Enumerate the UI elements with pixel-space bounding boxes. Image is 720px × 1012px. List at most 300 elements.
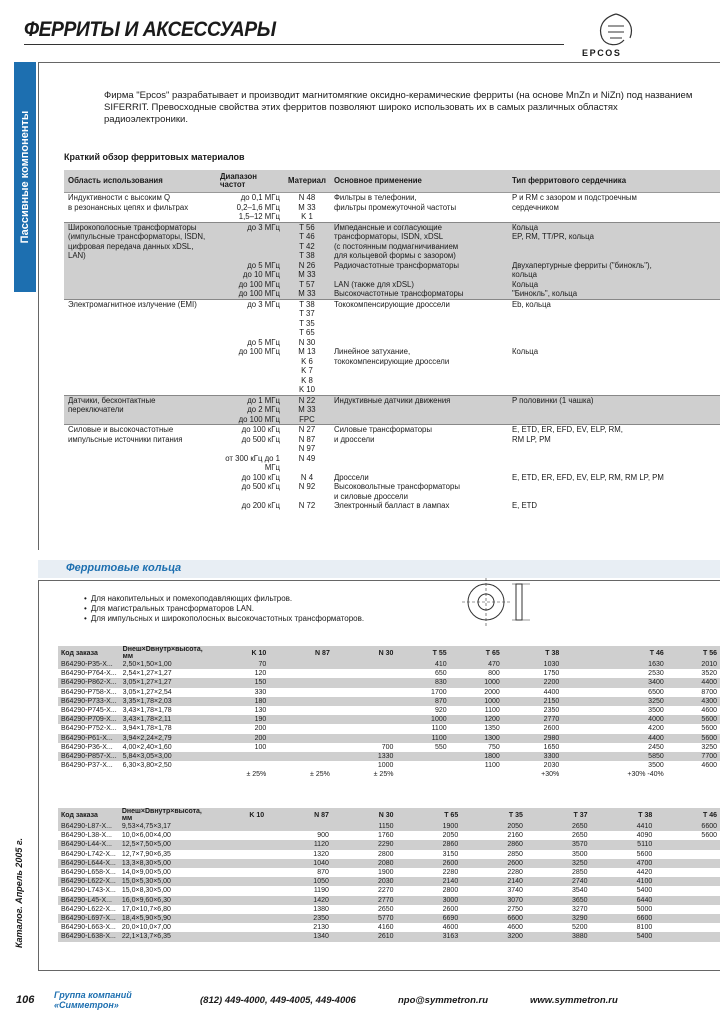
overview-cell-frequency <box>216 492 284 502</box>
overview-cell-frequency <box>216 319 284 329</box>
rings-table-2-cell: 2160 <box>507 832 523 840</box>
rings-table-1-cell: 1000 <box>450 678 503 687</box>
overview-cell-area <box>64 492 216 502</box>
overview-cell-frequency <box>216 309 284 319</box>
overview-cell-material: K 10 <box>298 385 315 394</box>
rings-table-2-cell: 4090 <box>636 832 653 840</box>
overview-row <box>64 425 720 435</box>
table-row <box>58 697 720 706</box>
rings-table-2-cell: 2050 <box>461 822 526 831</box>
overview-cell-core-type: RM LP, PM <box>511 434 551 444</box>
overview-row <box>64 222 720 232</box>
overview-row <box>64 319 720 329</box>
rings-table-1-cell <box>269 697 333 706</box>
rings-table-1-cell: 750 <box>488 743 500 751</box>
rings-table-2-cell: 2600 <box>461 859 526 868</box>
rings-table-2-cell: 2750 <box>507 905 523 913</box>
overview-cell-application <box>330 385 508 395</box>
rings-table-2-cell: 900 <box>317 832 329 840</box>
rings-table-1-cell: B64290-P36-X... <box>61 743 113 751</box>
rings-table-1-cell: 4600 <box>701 762 717 770</box>
overview-cell-area: переключатели <box>64 405 216 415</box>
rings-table-1-cell: 100 <box>254 743 267 751</box>
overview-cell-area <box>64 385 216 395</box>
overview-cell-area <box>64 328 216 338</box>
rings-table-1-cell: 2,54×1,27×1,27 <box>122 670 172 678</box>
overview-cell-application: и дроссели <box>333 434 375 444</box>
footer-email-link[interactable]: npo@symmetron.ru <box>398 995 489 1006</box>
overview-header-row <box>64 170 720 193</box>
rings-table-1-header-cell: N 30 <box>333 646 397 660</box>
rings-table-2-cell: 5600 <box>701 832 717 840</box>
overview-cell-frequency: до 5 МГц <box>216 261 284 271</box>
rings-table-2-cell: 1340 <box>267 932 332 941</box>
overview-row <box>64 347 720 357</box>
rings-table-2-cell: 5770 <box>332 914 397 923</box>
overview-cell-frequency <box>216 376 284 386</box>
overview-cell-core-type <box>508 328 720 338</box>
overview-cell-area <box>64 415 216 425</box>
rings-table-1-cell: 3,43×1,78×1,78 <box>122 707 172 715</box>
rings-table-1-cell: B64290-P857-X... <box>58 752 120 761</box>
rings-table-1-cell: 190 <box>206 715 270 724</box>
overview-cell-area: импульсные источники питания <box>68 434 183 444</box>
rings-table-1-cell: 4300 <box>667 697 720 706</box>
rings-table-1-cell: 1800 <box>450 752 503 761</box>
rings-table-1-cell: 3,05×1,27×2,54 <box>122 688 172 696</box>
rings-table-2-cell <box>205 831 267 840</box>
overview-cell-frequency: до 5 МГц <box>247 337 280 347</box>
rings-table-1-cell: 130 <box>254 707 267 715</box>
rings-table-2-cell: 6690 <box>397 914 462 923</box>
rings-table-1-cell <box>206 752 270 761</box>
rings-table-1-cell: 920 <box>434 707 447 715</box>
logo-text: EPCOS <box>582 48 622 58</box>
overview-cell-material: N 48 <box>284 193 330 203</box>
overview-cell-application: тококомпенсирующие дроссели <box>333 356 450 366</box>
overview-cell-application: LAN (также для xDSL) <box>330 280 508 290</box>
overview-cell-material: N 26 <box>284 261 330 271</box>
overview-cell-area <box>64 444 216 454</box>
rings-table-1-cell: 330 <box>254 688 267 696</box>
overview-cell-core-type: P половинки (1 чашка) <box>508 395 720 405</box>
rings-table-2-cell: 2270 <box>377 887 394 895</box>
overview-cell-area <box>64 270 216 280</box>
rings-table-2-cell: 2650 <box>571 832 588 840</box>
overview-cell-material: M 33 <box>298 202 316 212</box>
rings-table-2-cell <box>205 932 267 941</box>
rings-table-1-header-cell: K 10 <box>206 646 270 660</box>
rings-table-1-header <box>58 646 720 660</box>
overview-col-area: Область использования <box>64 170 216 193</box>
table-row <box>58 752 720 761</box>
rings-table-2-cell: 2860 <box>461 840 526 849</box>
rings-table-2-cell <box>655 859 720 868</box>
table-row <box>58 678 720 687</box>
rings-table-2-cell: 13,3×8,30×5,00 <box>119 859 205 868</box>
overview-row <box>64 376 720 386</box>
rings-table-2-cell: 2800 <box>377 850 394 858</box>
rings-table-2-body <box>58 822 720 942</box>
overview-cell-application: фильтры промежуточной частоты <box>333 202 457 212</box>
rings-table-2-cell: 10,0×6,00×4,00 <box>121 832 171 840</box>
rings-table-1-cell <box>269 706 333 715</box>
rings-table-2-cell: B64290-L743-X... <box>61 887 116 895</box>
page-number: 106 <box>16 994 35 1006</box>
rings-table-2-cell: 4410 <box>591 822 656 831</box>
rings-table-2-cell: 2650 <box>526 822 591 831</box>
rings-table-2-cell: 18,4×5,90×5,90 <box>119 914 205 923</box>
rings-table-2-cell <box>205 840 267 849</box>
overview-row <box>64 261 720 271</box>
rings-table-1-cell: 5600 <box>667 715 720 724</box>
rings-table-1-cell <box>269 761 333 770</box>
overview-row <box>64 203 720 213</box>
overview-cell-frequency: до 100 кГц <box>216 425 284 435</box>
rings-table-1-cell: 5850 <box>562 752 667 761</box>
overview-cell-application <box>330 405 508 415</box>
overview-cell-area <box>64 212 216 222</box>
overview-cell-material: N 22 <box>284 395 330 405</box>
rings-table-2-cell <box>655 896 720 905</box>
overview-cell-area: цифровая передача данных xDSL, <box>64 242 216 252</box>
overview-row <box>64 309 720 319</box>
rings-table-2-cell: 1320 <box>313 850 329 858</box>
rings-table-1-cell <box>333 688 397 697</box>
rings-table-2-cell: B64290-L622-X... <box>58 877 119 886</box>
overview-cell-material: M 33 <box>284 270 330 280</box>
table-row <box>58 896 720 905</box>
rings-table-2-cell: 3150 <box>442 850 459 858</box>
rings-table-1-cell: 3520 <box>701 670 717 678</box>
rings-table-1-header-cell: T 38 <box>503 646 562 660</box>
rings-table-2-cell: 4700 <box>591 859 656 868</box>
rings-table-2-cell: 2280 <box>507 869 523 877</box>
rings-table-2-cell <box>205 896 267 905</box>
overview-cell-core-type <box>508 242 720 252</box>
rings-table-2-cell: 4100 <box>591 877 656 886</box>
rings-table-2-cell <box>655 877 720 886</box>
overview-cell-material: T 57 <box>284 280 330 290</box>
table-row <box>58 877 720 886</box>
rings-table-2-cell: 4600 <box>442 924 459 932</box>
overview-cell-core-type <box>508 405 720 415</box>
rings-table-1-cell: 1100 <box>396 734 449 743</box>
overview-cell-core-type: Кольца <box>511 347 539 356</box>
rings-table-1-cell: 1100 <box>431 725 447 733</box>
rings-table-2-cell: B64290-L663-X... <box>61 924 116 932</box>
rings-table-1-cell: 2150 <box>503 697 562 706</box>
rings-table-2-cell: 5200 <box>571 924 588 932</box>
rings-table-2-cell: B64290-L44-X... <box>58 840 119 849</box>
table-row <box>58 706 720 715</box>
rings-table-2-cell: 15,0×5,30×5,00 <box>119 877 205 886</box>
rings-heading: Ферритовые кольца <box>66 562 182 574</box>
rings-bullet: • Для накопительных и помехоподавляющих фильтров. <box>84 594 384 604</box>
rings-table-1-header-cell: Dнеш×Dвнутр×высота, мм <box>120 646 206 660</box>
rings-table-2-cell: B64290-L38-X... <box>61 832 112 840</box>
rings-table-1-cell <box>333 706 397 715</box>
footer-company <box>54 990 132 1010</box>
overview-cell-application <box>330 444 508 454</box>
rings-table-1-cell: B64290-P35-X... <box>58 660 120 669</box>
rings-table-1-tolerance-cell: +30% <box>541 771 560 779</box>
rings-table-1-cell: 5600 <box>701 725 717 733</box>
rings-table-2-cell: 6600 <box>461 914 526 923</box>
rings-table-2-cell: 20,0×10,0×7,00 <box>121 924 171 932</box>
overview-cell-core-type: "Бинокль", кольца <box>508 289 720 299</box>
rings-table-1-header-cell: T 55 <box>396 646 449 660</box>
footer-company-line1: Группа компаний <box>54 990 132 1000</box>
overview-cell-application: (с постоянным подмагничиванием <box>330 242 508 252</box>
rings-table-2-cell: 6600 <box>655 822 720 831</box>
rings-table-2-cell: 3250 <box>526 859 591 868</box>
rings-table-2-cell: 5400 <box>591 932 656 941</box>
rings-table-1-cell: 5600 <box>667 734 720 743</box>
sidebar-section-label: Пассивные компоненты <box>19 110 31 244</box>
overview-cell-area: LAN) <box>64 251 216 261</box>
overview-cell-material: T 46 <box>284 232 330 242</box>
rings-table-1-cell: 1000 <box>377 762 394 770</box>
rings-table-1-cell: B64290-P61-X... <box>58 734 120 743</box>
overview-cell-frequency <box>216 251 284 261</box>
overview-cell-core-type <box>508 444 720 454</box>
overview-cell-area <box>64 376 216 386</box>
rings-table-2-cell: 1040 <box>267 859 332 868</box>
rings-table-2-cell: 1150 <box>332 822 397 831</box>
overview-cell-frequency: до 100 МГц <box>238 347 280 356</box>
table-row <box>58 923 720 932</box>
overview-cell-area <box>64 338 216 348</box>
rings-table-1-cell <box>269 743 333 752</box>
overview-col-material: Материал <box>284 170 330 193</box>
overview-cell-material: N 97 <box>298 444 316 453</box>
rings-table-1-cell: 1000 <box>396 715 449 724</box>
overview-cell-core-type <box>508 251 720 261</box>
overview-cell-core-type <box>508 338 720 348</box>
rings-table-1-cell: 2,50×1,50×1,00 <box>120 660 206 669</box>
rings-table-1-cell: 3300 <box>503 752 562 761</box>
overview-cell-material: K 6 <box>301 356 313 366</box>
rings-table-2-cell: B64290-L658-X... <box>61 869 116 877</box>
rings-table-1-header-cell: Код заказа <box>58 646 120 660</box>
overview-cell-core-type: Двухапертурные ферриты ("бинокль"), <box>508 261 720 271</box>
rings-table-1-cell: B64290-P764-X... <box>61 670 117 678</box>
rings-table-2-header-cell: N 30 <box>332 808 397 822</box>
overview-cell-area: Силовые и высокочастотные <box>64 425 216 435</box>
overview-cell-application: Радиочастотные трансформаторы <box>330 261 508 271</box>
rings-table-2 <box>58 808 720 942</box>
rings-table-1-cell <box>269 724 333 733</box>
rings-table-1-cell: 3,94×1,78×1,78 <box>122 725 172 733</box>
rings-table-1-cell <box>269 688 333 697</box>
overview-row <box>64 357 720 367</box>
rings-table-1-cell: 800 <box>488 670 500 678</box>
overview-cell-frequency: до 3 МГц <box>216 299 284 309</box>
overview-cell-application: Высокочастотные трансформаторы <box>330 289 508 299</box>
rings-table-1-cell: 2030 <box>543 762 560 770</box>
overview-cell-area <box>64 482 216 492</box>
overview-cell-core-type <box>508 454 720 473</box>
rings-table-1-cell <box>206 761 270 770</box>
rings-table-2-cell <box>205 859 267 868</box>
rings-table-2-cell <box>205 905 267 914</box>
overview-cell-core-type: E, ETD, ER, EFD, EV, ELP, RM, RM LP, PM <box>511 472 664 482</box>
overview-cell-material: FPC <box>284 415 330 425</box>
rings-table-1-cell: 4400 <box>667 678 720 687</box>
overview-cell-application: трансформаторы, ISDN, xDSL <box>330 232 508 242</box>
overview-cell-material: M 13 <box>298 347 316 356</box>
overview-cell-core-type <box>508 492 720 502</box>
rings-table-1-cell: 2530 <box>648 670 664 678</box>
overview-cell-application: Электронный балласт в лампах <box>333 501 450 510</box>
overview-cell-material: T 35 <box>299 318 315 328</box>
rings-table-1-cell: 8700 <box>701 688 717 696</box>
overview-cell-area <box>64 309 216 319</box>
overview-cell-application <box>330 415 508 425</box>
rings-table-1-cell <box>396 752 449 761</box>
overview-row <box>64 251 720 261</box>
overview-cell-frequency: 1,5–12 МГц <box>238 212 280 221</box>
overview-row <box>64 299 720 309</box>
rings-table-1-cell: 200 <box>254 725 267 733</box>
rings-table-2-cell: 2610 <box>332 932 397 941</box>
rings-table-1-body <box>58 660 720 780</box>
rings-table-2-cell: 2770 <box>332 896 397 905</box>
overview-cell-core-type: Кольца <box>508 280 720 290</box>
rings-table-2-cell: 3740 <box>507 887 523 895</box>
rings-table-1-cell <box>333 715 397 724</box>
rings-table-2-cell: 1900 <box>397 822 462 831</box>
table-row <box>58 822 720 831</box>
rings-table-2-cell <box>267 822 332 831</box>
rings-table-1-cell: 3,35×1,78×2,03 <box>120 697 206 706</box>
rings-table-2-cell: 2140 <box>461 877 526 886</box>
overview-cell-material: K 1 <box>301 212 313 221</box>
overview-cell-application <box>330 212 508 222</box>
rings-table-2-cell: 2800 <box>442 887 459 895</box>
overview-cell-core-type: EP, RM, TT/PR, кольца <box>508 232 720 242</box>
rings-table-1-cell: 3,43×1,78×2,11 <box>120 715 206 724</box>
rings-table-1-header-cell: T 46 <box>562 646 667 660</box>
rings-table-2-cell: 4420 <box>636 869 653 877</box>
table-row <box>58 859 720 868</box>
rings-table-1-cell: 180 <box>206 697 270 706</box>
rings-table-2-cell: B64290-L87-X... <box>58 822 119 831</box>
overview-cell-application: Фильтры в телефонии, <box>330 193 508 203</box>
rings-table-1-cell: 150 <box>206 678 270 687</box>
rings-table-1-cell: 1100 <box>484 707 500 715</box>
rings-table-1-cell <box>269 669 333 678</box>
ring-dimension-drawing <box>456 574 536 630</box>
rings-table-2-cell: 870 <box>317 869 329 877</box>
rings-table-1-cell: 700 <box>381 743 394 751</box>
overview-cell-core-type: кольца <box>508 270 720 280</box>
rings-table-1-cell: 4600 <box>701 707 717 715</box>
overview-cell-application <box>330 270 508 280</box>
rings-table-1-cell: 1630 <box>562 660 667 669</box>
rings-table-2-cell: B64290-L45-X... <box>58 896 119 905</box>
overview-cell-frequency <box>216 328 284 338</box>
rings-table-1-cell: 1000 <box>450 697 503 706</box>
table-row <box>58 840 720 849</box>
rings-table-2-cell: 2130 <box>313 924 329 932</box>
overview-cell-application <box>330 309 508 319</box>
overview-cell-frequency: до 100 кГц <box>241 472 280 482</box>
rings-table-1-cell <box>269 678 333 687</box>
table-row <box>58 669 720 678</box>
rings-table-2-cell: 3270 <box>571 905 588 913</box>
rings-table-2-cell: 5110 <box>591 840 656 849</box>
overview-cell-frequency <box>216 444 284 454</box>
rings-table-1-cell: 550 <box>434 743 447 751</box>
rings-table-1 <box>58 646 720 780</box>
overview-cell-material: N 49 <box>298 453 316 463</box>
rings-table-1-cell: 650 <box>434 670 447 678</box>
rings-table-1-cell: 6,30×3,80×2,50 <box>122 762 172 770</box>
overview-cell-frequency: до 10 МГц <box>216 270 284 280</box>
rings-table-2-cell: 2030 <box>332 877 397 886</box>
overview-cell-application <box>330 319 508 329</box>
rings-table-1-cell: 2600 <box>543 725 560 733</box>
overview-row <box>64 193 720 203</box>
rings-table-2-header-cell: K 10 <box>205 808 267 822</box>
sidebar-catalog-label: Каталог. Апрель 2005 г. <box>14 837 24 949</box>
overview-row <box>64 395 720 405</box>
rings-table-2-cell: 3570 <box>526 840 591 849</box>
overview-cell-material <box>284 492 330 502</box>
rings-table-1-cell: 7700 <box>667 752 720 761</box>
overview-cell-area: Электромагнитное излучение (EMI) <box>64 299 216 309</box>
overview-cell-core-type <box>508 415 720 425</box>
rings-table-2-header-cell: T 65 <box>397 808 462 822</box>
overview-row <box>64 280 720 290</box>
overview-cell-frequency: от 300 кГц до 1 МГц <box>225 453 280 472</box>
footer-website-link[interactable]: www.symmetron.ru <box>530 995 618 1006</box>
overview-cell-material: T 38 <box>284 299 330 309</box>
rings-bullet: • Для магистральных трансформаторов LAN. <box>84 604 384 614</box>
overview-cell-application <box>330 366 508 376</box>
rings-table-2-header-cell: T 46 <box>655 808 720 822</box>
rings-table-1-cell <box>269 660 333 669</box>
overview-cell-application: Высоковольтные трансформаторы <box>333 482 460 491</box>
rings-table-1-cell <box>333 669 397 678</box>
rings-table-1-cell: 1700 <box>431 688 447 696</box>
rings-table-2-cell <box>655 905 720 914</box>
rings-table-1-cell: 3250 <box>701 743 717 751</box>
rings-table-1-cell: 200 <box>206 734 270 743</box>
rings-table-2-cell: 1380 <box>313 905 329 913</box>
rings-table-1-cell: 70 <box>206 660 270 669</box>
overview-cell-area <box>64 357 216 367</box>
rings-table-2-cell: 5000 <box>636 905 653 913</box>
overview-cell-area <box>64 454 216 473</box>
rings-table-2-cell: 16,0×9,60×6,30 <box>119 896 205 905</box>
rings-table-2-cell: 3200 <box>461 932 526 941</box>
rings-table-2-cell: 2600 <box>397 859 462 868</box>
rings-table-1-cell: 1330 <box>333 752 397 761</box>
rings-table-1-tolerance-cell <box>667 770 720 779</box>
rings-table-1-cell: 4000 <box>562 715 667 724</box>
rings-table-1-cell: B64290-P733-X... <box>58 697 120 706</box>
rings-table-2-cell <box>205 923 267 932</box>
overview-cell-core-type: Eb, кольца <box>508 299 720 309</box>
rings-table-1-cell: 2200 <box>503 678 562 687</box>
rings-table-2-cell: 2740 <box>526 877 591 886</box>
rings-table-2-cell: B64290-L638-X... <box>58 932 119 941</box>
table-row <box>58 734 720 743</box>
overview-cell-frequency: до 200 кГц <box>241 501 280 510</box>
